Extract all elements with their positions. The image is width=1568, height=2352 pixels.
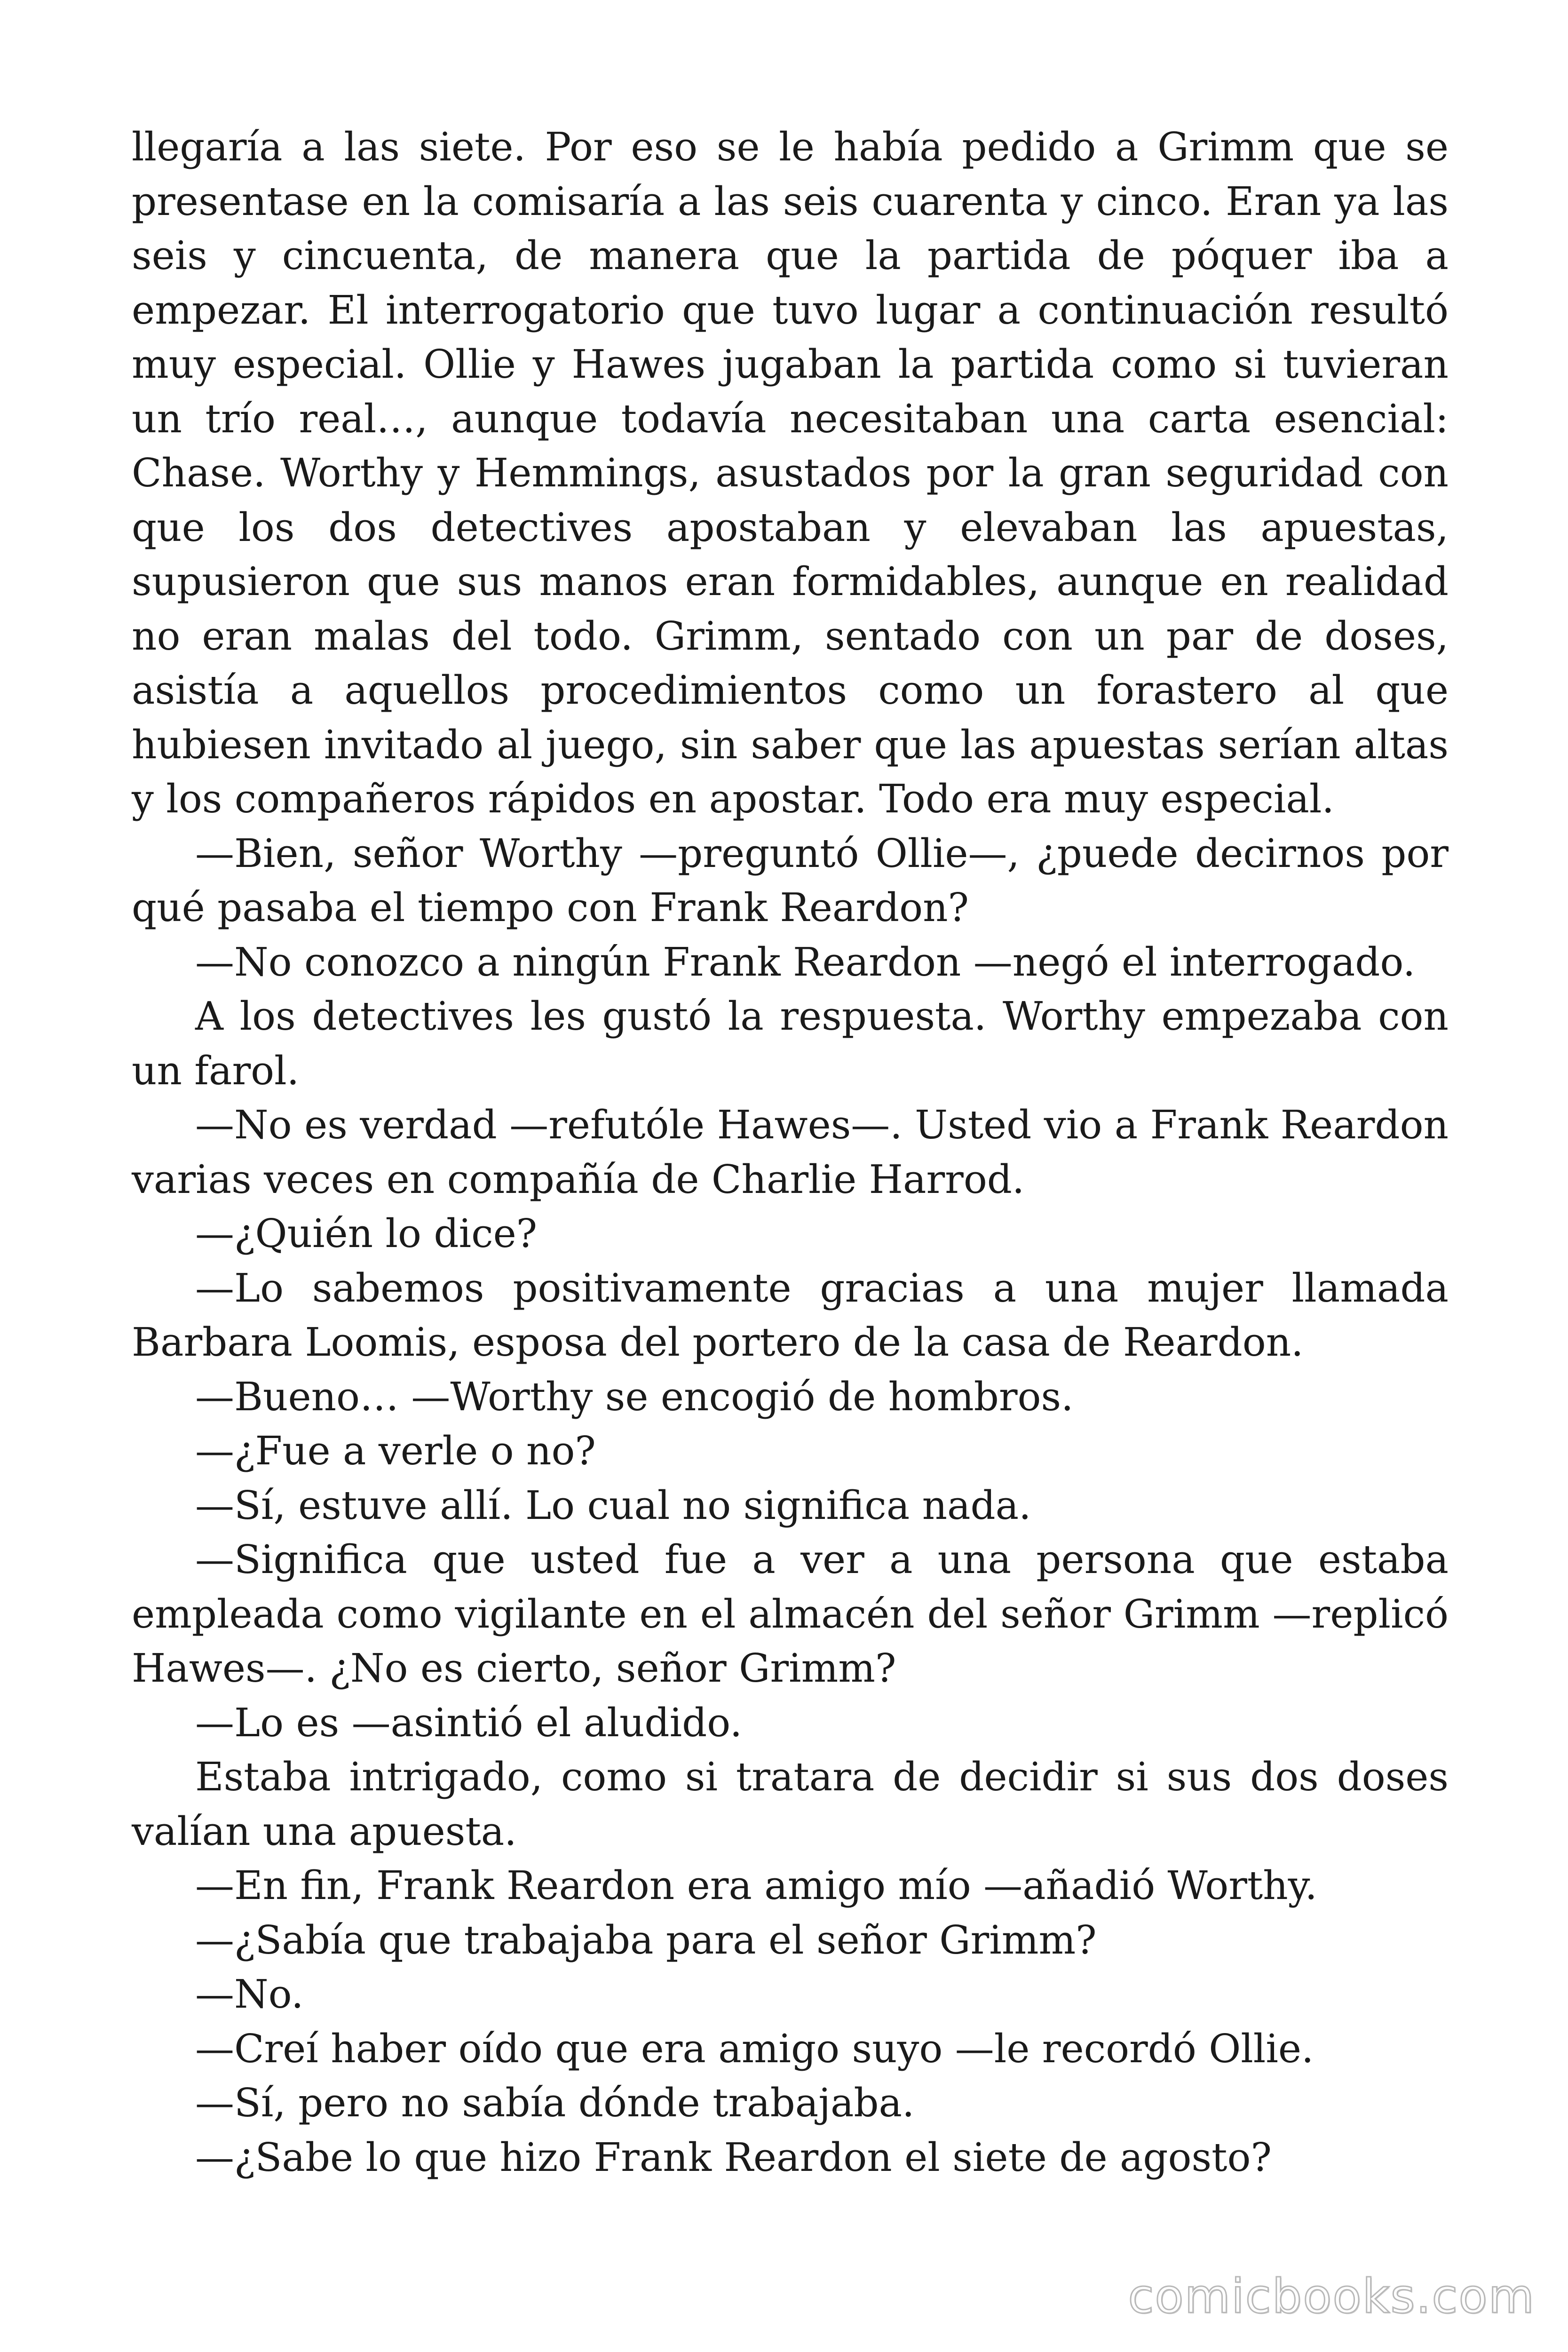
paragraph: —¿Quién lo dice?	[195, 1211, 538, 1256]
paragraph: —Creí haber oído que era amigo suyo —le recordó Ollie.	[195, 2026, 1314, 2072]
paragraph: —No es verdad —refutóle Hawes—. Usted vio a Frank Reardon varias veces en compañía de Charlie Harrod.	[132, 1102, 1449, 1202]
paragraph: —Bueno… —Worthy se encogió de hombros.	[195, 1374, 1074, 1420]
paragraph: —En fin, Frank Reardon era amigo mío —añadió Worthy.	[195, 1863, 1317, 1908]
paragraph: —¿Sabe lo que hizo Frank Reardon el siete de agosto?	[195, 2134, 1272, 2180]
page-text	[132, 120, 1449, 2185]
paragraph: Estaba intrigado, como si tratara de decidir si sus dos doses valían una apuesta.	[132, 1754, 1449, 1854]
paragraph: —Lo es —asintió el aludido.	[195, 1700, 743, 1746]
paragraph: —¿Sabía que trabajaba para el señor Grimm?	[195, 1917, 1097, 1963]
paragraph: —¿Fue a verle o no?	[195, 1428, 596, 1474]
paragraph: —No.	[195, 1971, 304, 2017]
paragraph: —Lo sabemos positivamente gracias a una mujer llamada Barbara Loomis, esposa del portero de la casa de Reardon.	[132, 1265, 1449, 1365]
watermark: comicbooks.com	[1128, 2269, 1535, 2324]
paragraph: —Significa que usted fue a ver a una persona que estaba empleada como vigilante en el almacén del señor Grimm —replicó Hawes—. ¿No es cierto, señor Grimm?	[132, 1537, 1449, 1691]
paragraph: —Bien, señor Worthy —preguntó Ollie—, ¿puede decirnos por qué pasaba el tiempo con Frank Reardon?	[132, 830, 1449, 930]
paragraph: —Sí, estuve allí. Lo cual no significa nada.	[195, 1482, 1031, 1528]
paragraph: —No conozco a ningún Frank Reardon —negó el interrogado.	[195, 939, 1416, 985]
paragraph: llegaría a las siete. Por eso se le había pedido a Grimm que se presentase en la comisaría a las seis cuarenta y cinco. Eran ya las seis y cincuenta, de manera que la partida de póquer iba a empezar. El interrogatorio que tuvo lugar a continuación resultó muy especial. Ollie y Hawes jugaban la partida como si tuvieran un trío real…, aunque todavía necesitaban una carta esencial: Chase. Worthy y Hemmings, asustados por la gran seguridad con que los dos detectives apostaban y elevaban las apuestas, supusieron que sus manos eran formidables, aunque en realidad no eran malas del todo. Grimm, sentado con un par de doses, asistía a aquellos procedimientos como un forastero al que hubiesen invitado al juego, sin saber que las apuestas serían altas y los compañeros rápidos en apostar. Todo era muy especial.	[132, 124, 1449, 822]
paragraph: A los detectives les gustó la respuesta. Worthy empezaba con un farol.	[132, 993, 1449, 1094]
paragraph: —Sí, pero no sabía dónde trabajaba.	[195, 2080, 915, 2126]
